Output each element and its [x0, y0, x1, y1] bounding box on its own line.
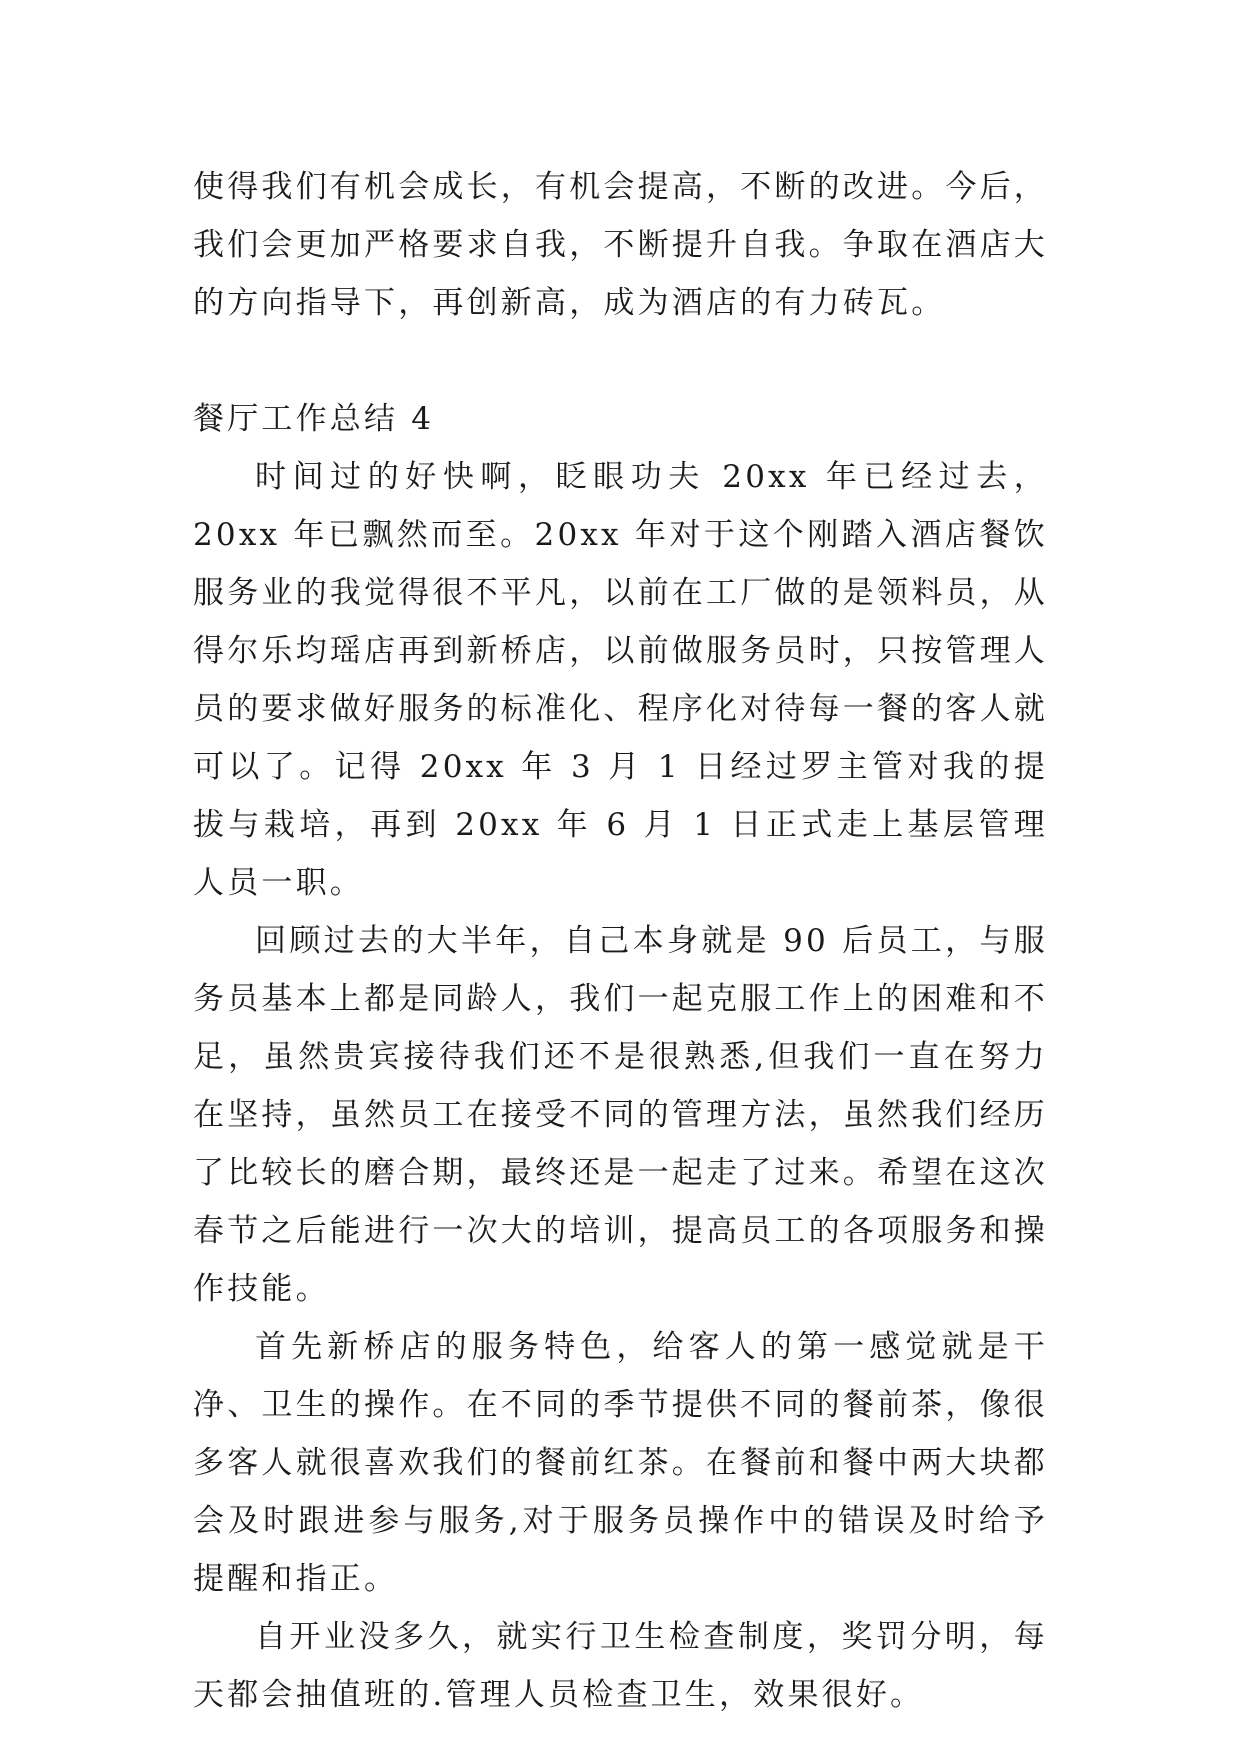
section-heading: 餐厅工作总结 4: [193, 401, 435, 437]
intro-paragraph: 使得我们有机会成长，有机会提高，不断的改进。今后，我们会更加严格要求自我，不断提升自我。争取在酒店大的方向指导下，再创新高，成为酒店的有力砖瓦。: [193, 169, 1048, 321]
body-paragraph-3: 首先新桥店的服务特色，给客人的第一感觉就是干净、卫生的操作。在不同的季节提供不同的餐前茶，像很多客人就很喜欢我们的餐前红茶。在餐前和餐中两大块都会及时跟进参与服务,对于服务员操作中的错误及时给予提醒和指正。: [193, 1329, 1048, 1597]
body-paragraph-4: 自开业没多久，就实行卫生检查制度，奖罚分明，每天都会抽值班的.管理人员检查卫生，效果很好。: [193, 1619, 1048, 1713]
section-body: [193, 448, 1048, 1724]
body-paragraph-2: 回顾过去的大半年，自己本身就是 90 后员工，与服务员基本上都是同龄人，我们一起克服工作上的困难和不足，虽然贵宾接待我们还不是很熟悉,但我们一直在努力在坚持，虽然员工在接受不同的管理方法，虽然我们经历了比较长的磨合期，最终还是一起走了过来。希望在这次春节之后能进行一次大的培训，提高员工的各项服务和操作技能。: [193, 923, 1048, 1307]
intro-text-block: [193, 158, 1048, 332]
body-paragraph-1: 时间过的好快啊，眨眼功夫 20xx 年已经过去，20xx 年已飘然而至。20xx 年对于这个刚踏入酒店餐饮服务业的我觉得很不平凡，以前在工厂做的是领料员，从得尔乐均瑶店再到新桥店，以前做服务员时，只按管理人员的要求做好服务的标准化、程序化对待每一餐的客人就可以了。记得 20xx 年 3 月 1 日经过罗主管对我的提拔与栽培，再到 20xx 年 6 月 1 日正式走上基层管理人员一职。: [193, 459, 1048, 901]
